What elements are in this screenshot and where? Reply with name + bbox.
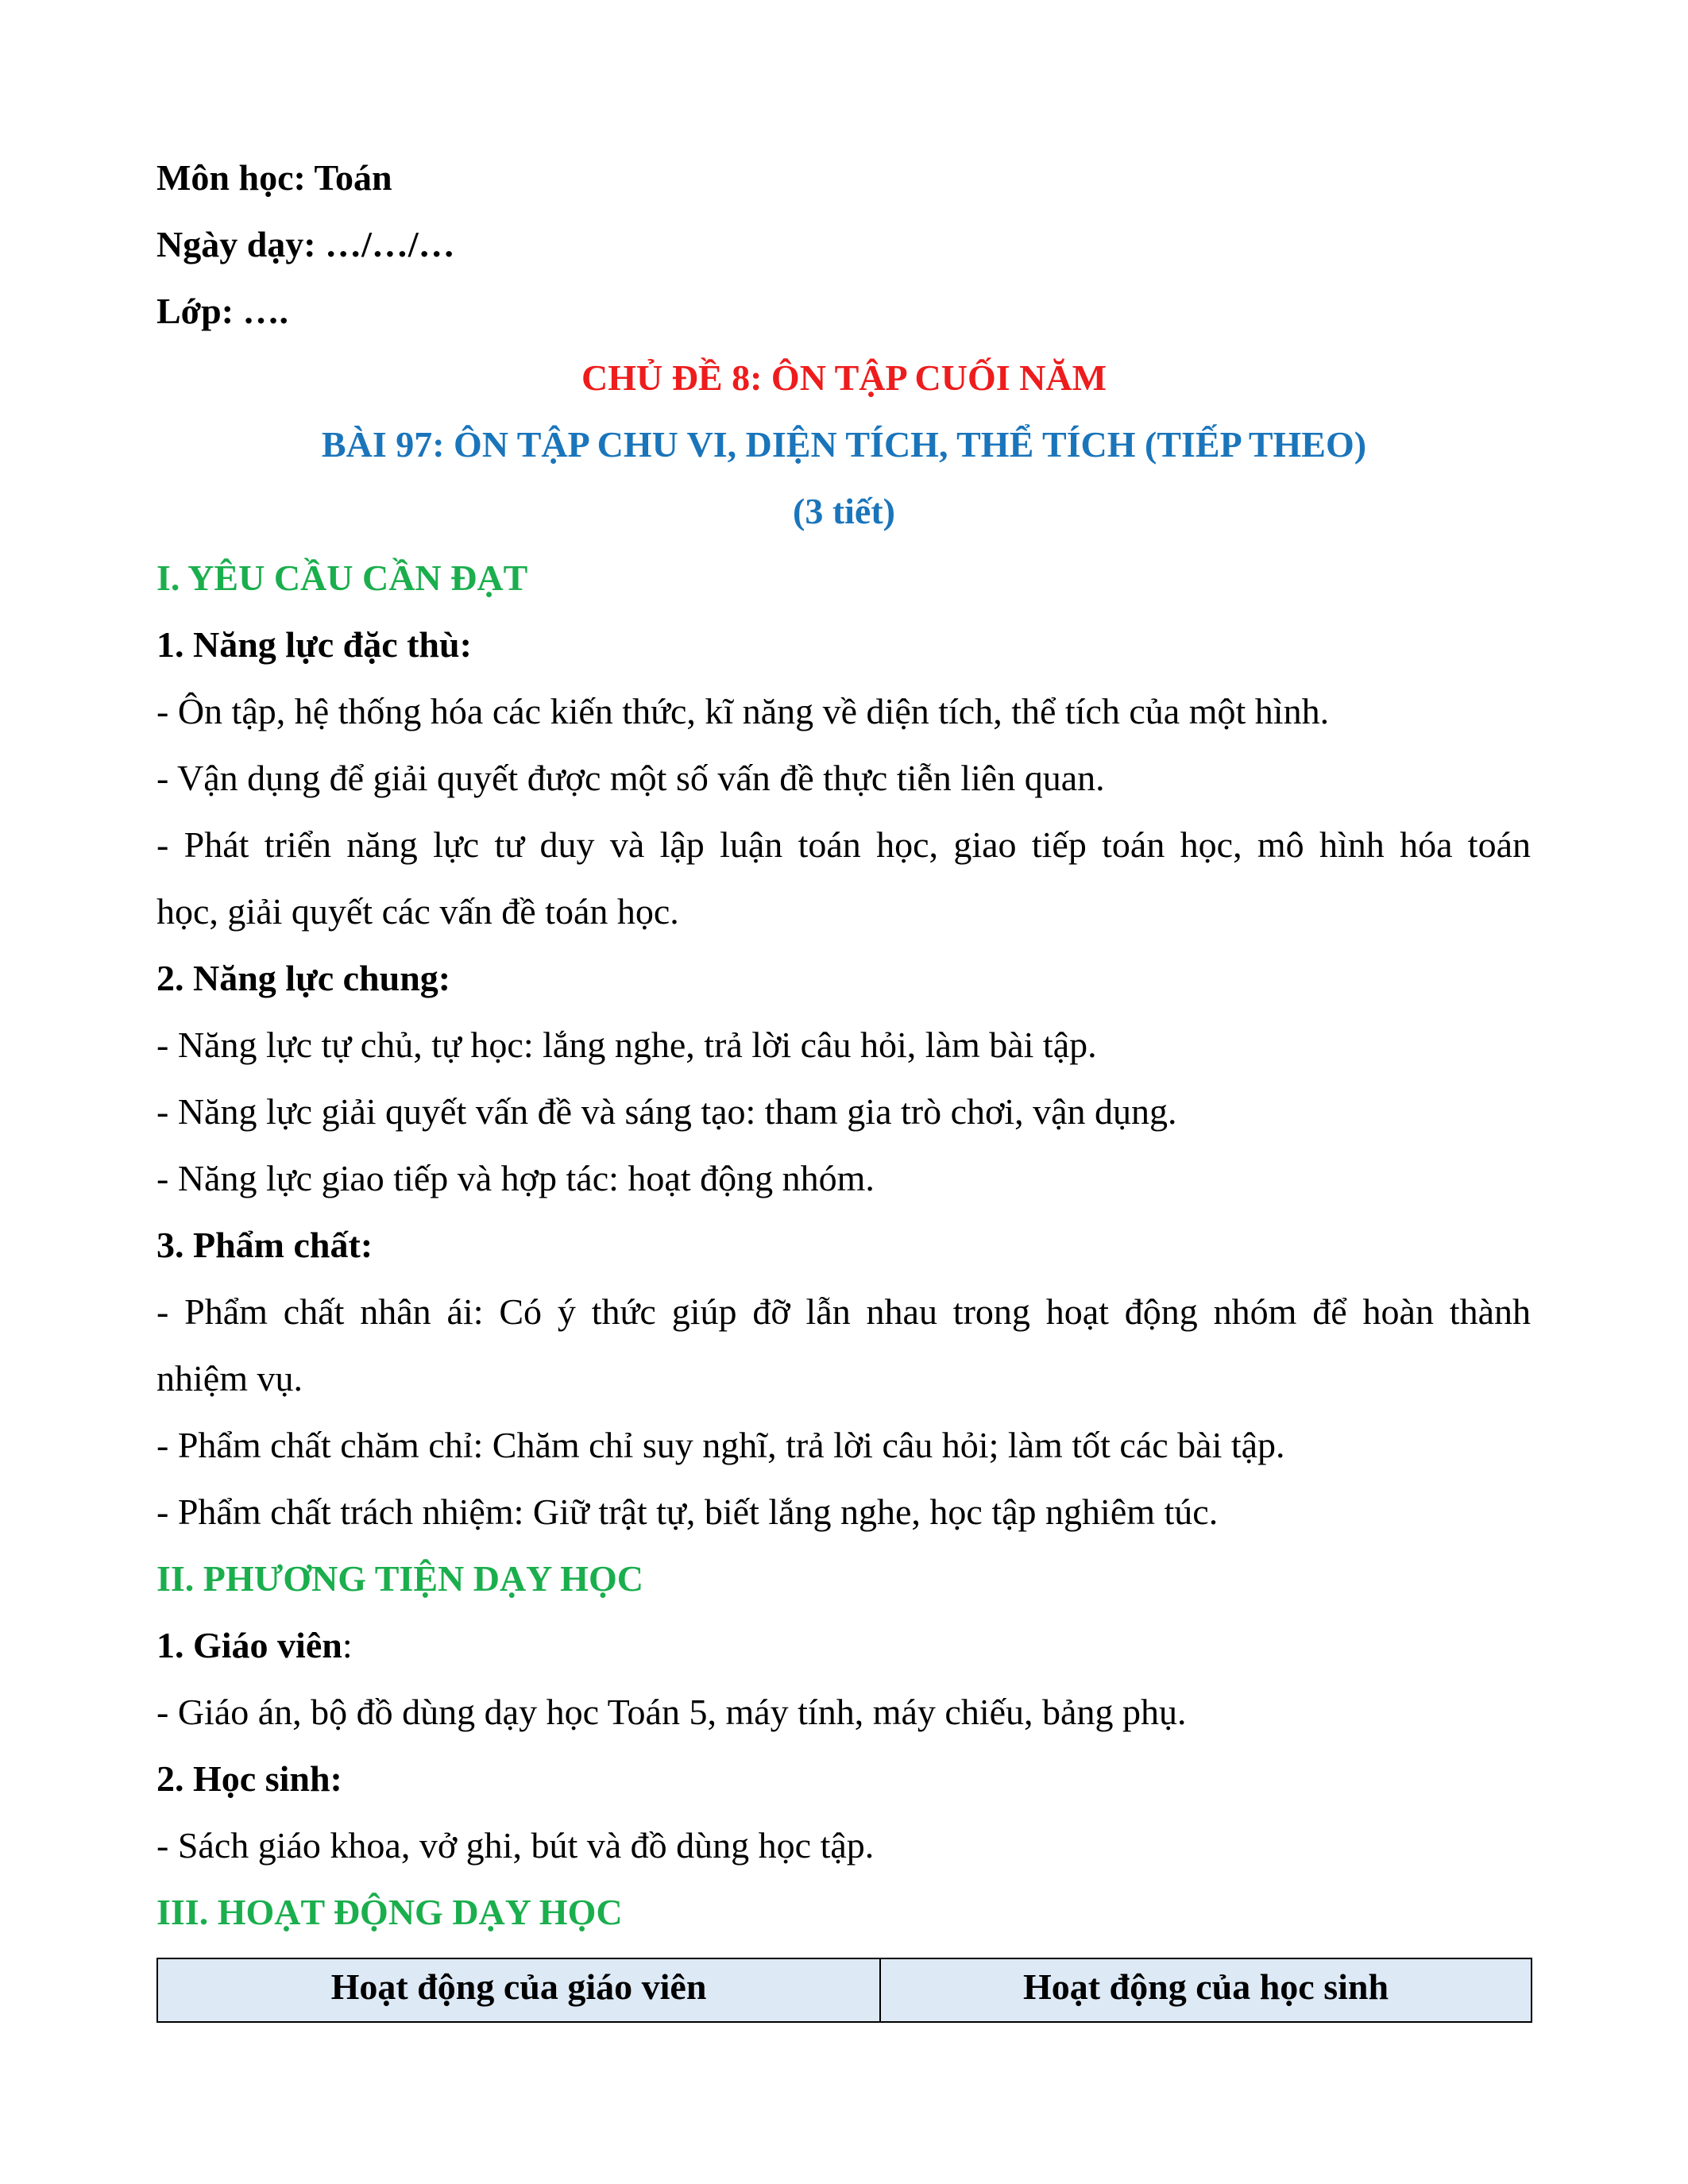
teacher-activities-header: Hoạt động của giáo viên xyxy=(157,1958,880,2022)
list-item: - Sách giáo khoa, vở ghi, bút và đồ dùng học tập. xyxy=(156,1825,875,1866)
subsection-teacher xyxy=(156,1623,1531,1668)
list-item: - Phẩm chất chăm chỉ: Chăm chỉ suy nghĩ, trả lời câu hỏi; làm tốt các bài tập. xyxy=(156,1425,1285,1465)
lesson-title: BÀI 97: ÔN TẬP CHU VI, DIỆN TÍCH, THỂ TÍCH (TIẾP THEO) xyxy=(321,424,1367,465)
list-item: - Giáo án, bộ đồ dùng dạy học Toán 5, máy tính, máy chiếu, bảng phụ. xyxy=(156,1692,1187,1732)
list-item: - Năng lực tự chủ, tự học: lắng nghe, trả lời câu hỏi, làm bài tập. xyxy=(156,1024,1097,1065)
subsection-student: 2. Học sinh: xyxy=(156,1758,342,1799)
subsection-general-competencies: 2. Năng lực chung: xyxy=(156,958,451,998)
list-item: - Phẩm chất trách nhiệm: Giữ trật tự, biết lắng nghe, học tập nghiêm túc. xyxy=(156,1491,1219,1532)
list-item: - Phẩm chất nhân ái: Có ý thức giúp đỡ lẫn nhau trong hoạt động nhóm để hoàn thành xyxy=(156,1291,1531,1332)
teacher-label: 1. Giáo viên xyxy=(156,1625,342,1665)
lesson-periods: (3 tiết) xyxy=(793,491,895,531)
list-item: - Năng lực giải quyết vấn đề và sáng tạo: tham gia trò chơi, vận dụng. xyxy=(156,1091,1177,1132)
class-line: Lớp: …. xyxy=(156,291,289,331)
list-item: - Ôn tập, hệ thống hóa các kiến thức, kĩ năng về diện tích, thể tích của một hình. xyxy=(156,691,1330,731)
list-item: - Vận dụng để giải quyết được một số vấn đề thực tiễn liên quan. xyxy=(156,758,1105,798)
list-item-continuation: học, giải quyết các vấn đề toán học. xyxy=(156,891,679,932)
activities-table xyxy=(156,1958,1532,2023)
list-item: - Năng lực giao tiếp và hợp tác: hoạt động nhóm. xyxy=(156,1158,875,1198)
section-2-heading: II. PHƯƠNG TIỆN DẠY HỌC xyxy=(156,1558,643,1599)
date-line: Ngày dạy: …/…/… xyxy=(156,224,455,264)
subsection-qualities: 3. Phẩm chất: xyxy=(156,1225,373,1265)
list-item-continuation: nhiệm vụ. xyxy=(156,1358,303,1399)
section-3-heading: III. HOẠT ĐỘNG DẠY HỌC xyxy=(156,1892,623,1932)
table-header-row xyxy=(157,1958,1532,2022)
subject-line: Môn học: Toán xyxy=(156,157,392,198)
list-item: - Phát triển năng lực tư duy và lập luận toán học, giao tiếp toán học, mô hình hóa toán xyxy=(156,824,1531,865)
topic-title: CHỦ ĐỀ 8: ÔN TẬP CUỐI NĂM xyxy=(581,357,1107,398)
section-1-heading: I. YÊU CẦU CẦN ĐẠT xyxy=(156,558,528,598)
teacher-colon: : xyxy=(342,1625,353,1665)
student-activities-header: Hoạt động của học sinh xyxy=(880,1958,1532,2022)
subsection-specific-competencies: 1. Năng lực đặc thù: xyxy=(156,624,472,665)
